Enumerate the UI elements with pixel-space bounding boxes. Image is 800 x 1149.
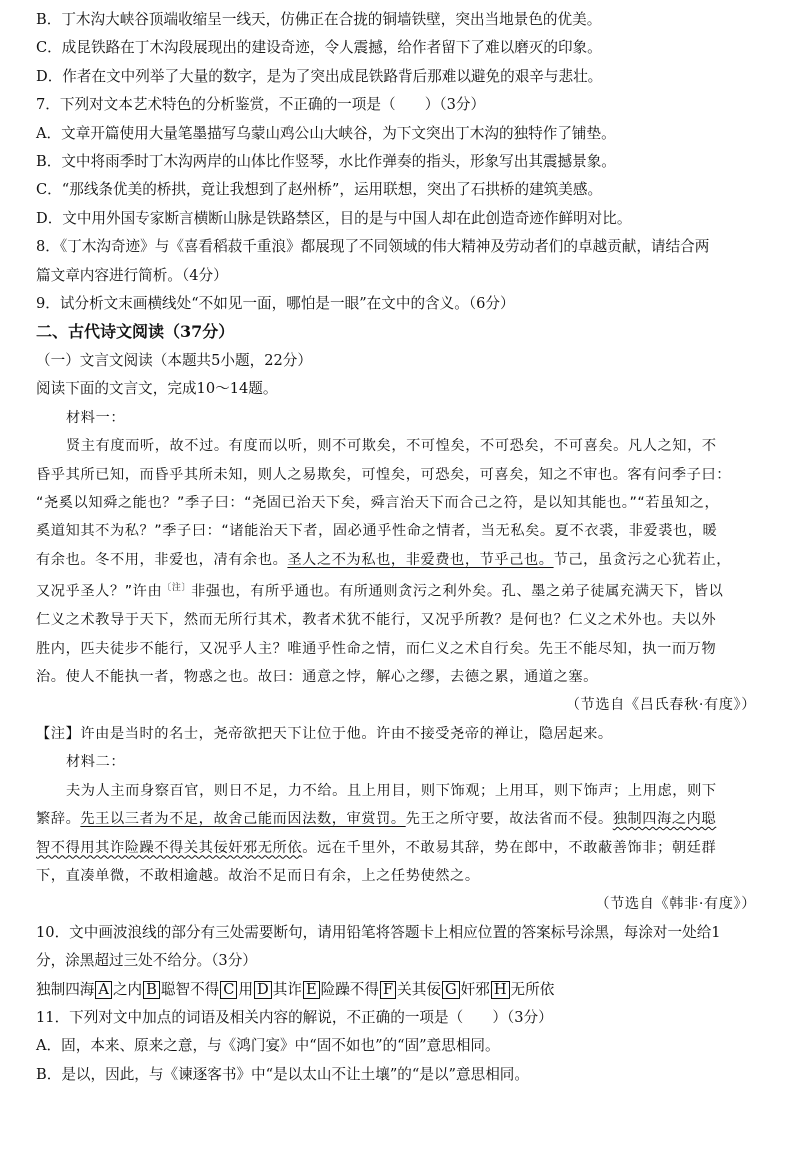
wavy-underlined-text: 智不得用其诈险躁不得关其佞奸邪无所依 <box>36 839 303 856</box>
q7-option-c[interactable]: C．“那线条优美的桥拱，竟让我想到了赵州桥”，运用联想，突出了石拱桥的建筑美感。 <box>36 181 603 199</box>
sentence-segment: 无所依 <box>510 980 555 998</box>
q11-option-b[interactable]: B．是以，因此，与《谏逐客书》中“是以太山不让土壤”的“是以”意思相同。 <box>36 1065 529 1083</box>
material1-label: 材料一： <box>66 409 126 426</box>
sentence-segment: 奸邪 <box>460 980 490 998</box>
answer-marker-c[interactable]: C <box>220 981 237 999</box>
material1-note: 【注】许由是当时的名士，尧帝欲把天下让位于他。许由不接受尧帝的禅让，隐居起来。 <box>36 725 613 742</box>
q9-stem: 9．试分析文末画横线处“不如见一面，哪怕是一眼”在文中的含义。（6分） <box>36 295 515 313</box>
q11-option-a[interactable]: A．固，本来、原来之意，与《鸿门宴》中“固不如也”的“固”意思相同。 <box>36 1037 500 1055</box>
q7-option-b[interactable]: B．文中将雨季时丁木沟两岸的山体比作竖琴，水比作弹奏的指头，形象写出其震撼景象。 <box>36 153 616 171</box>
reading-instruction: 阅读下面的文言文，完成10～14题。 <box>36 380 278 398</box>
material1-line <box>36 574 764 606</box>
q6-option-b[interactable]: B．丁木沟大峡谷顶端收缩呈一线天，仿佛正在合拢的铜墙铁壁，突出当地景色的优美。 <box>36 11 602 28</box>
text-segment: 先王之所守要，故法省而不侵。 <box>405 811 613 828</box>
q8-stem-line1: 8．《丁木沟奇迹》与《喜看稻菽千重浪》都展现了不同领域的伟大精神及劳动者们的卓越贡献，请结合两 <box>36 238 710 256</box>
section2-title: 二、古代诗文阅读（37分） <box>36 322 235 342</box>
material1-source: （节选自《吕氏春秋·有度》） <box>565 697 756 714</box>
material1-line: “尧奚以知舜之能也？”季子曰：“尧固已治天下矣，舜言治天下而合己之符，是以知其能也。”“若虽知之， <box>36 494 720 511</box>
sentence-segment: 其诈 <box>272 980 302 998</box>
q8-stem-line2: 篇文章内容进行简析。（4分） <box>36 266 228 284</box>
answer-marker-e[interactable]: E <box>303 981 320 999</box>
sentence-segment: 关其佞 <box>397 980 441 998</box>
material2-line <box>36 834 764 862</box>
footnote-marker: 〔注〕 <box>162 583 192 594</box>
q11-stem: 11．下列对文中加点的词语及相关内容的解说，不正确的一项是（ ）（3分） <box>36 1008 553 1026</box>
material2-label: 材料二： <box>66 754 126 771</box>
exam-page <box>36 6 764 1089</box>
sentence-segment: 独制四海 <box>36 980 95 998</box>
answer-marker-d[interactable]: D <box>254 981 272 999</box>
material2-line <box>36 805 764 833</box>
q10-stem-line2: 分，涂黑超过三处不给分。（3分） <box>36 952 257 970</box>
sentence-segment: 险躁不得 <box>320 980 379 998</box>
q10-sentence-with-markers <box>36 976 764 1004</box>
underlined-sentence: 圣人之不为私也，非爱费也，节乎己也。 <box>287 551 554 568</box>
sentence-segment: 之内 <box>112 980 143 998</box>
q7-option-a[interactable]: A．文章开篇使用大量笔墨描写乌蒙山鸡公山大峡谷，为下文突出丁木沟的独特作了铺垫。 <box>36 124 616 142</box>
material2-line: 下，直凑单微，不敢相逾越。故治不足而日有余，上之任势使然之。 <box>36 867 480 884</box>
text-segment: 有余也。冬不用，非爱也，凊有余也。 <box>36 551 288 568</box>
material1-line: 昏乎其所已知，而昏乎其所未知，则人之易欺矣，可惶矣，可恐矣，可喜矣，知之不审也。客有问季子曰： <box>36 466 732 483</box>
sentence-segment: 用 <box>238 980 254 998</box>
material2-line: 夫为人主而身察百官，则日不足，力不给。且上用目，则下饰观；上用耳，则下饰声；上用虑，则下 <box>66 782 717 799</box>
wavy-underlined-text: 独制四海之内聪 <box>612 811 717 828</box>
answer-marker-b[interactable]: B <box>143 981 160 999</box>
answer-marker-f[interactable]: F <box>380 981 396 999</box>
text-segment: 又况乎圣人？”许由 <box>36 583 163 600</box>
material1-line <box>36 546 764 574</box>
section2-subtitle: （一）文言文阅读（本题共5小题，22分） <box>36 351 312 369</box>
text-segment: 非强也，有所乎通也。有所通则贪污之利外矣。孔、墨之弟子徒属充满天下，皆以 <box>191 583 724 600</box>
q6-option-d[interactable]: D．作者在文中列举了大量的数字，是为了突出成昆铁路背后那难以避免的艰辛与悲壮。 <box>36 67 603 85</box>
material1-line: 胜内，匹夫徒步不能行，又况乎人主？唯通乎性命之情，而仁义之术自行矣。先王不能尽知，执一而万物 <box>36 640 717 657</box>
material1-line: 仁义之术教导于天下，然而无所行其术，教者术犹不能行，又况乎所教？是何也？仁义之术外也。夫以外 <box>36 612 717 629</box>
underlined-sentence: 先王以三者为不足，故舍己能而因法数，审赏罚。 <box>80 811 406 828</box>
answer-marker-h[interactable]: H <box>491 981 510 999</box>
q7-stem: 7．下列对文本艺术特色的分析鉴赏，不正确的一项是（ ）（3分） <box>36 96 486 114</box>
material1-line: 贤主有度而听，故不过。有度而以听，则不可欺矣，不可惶矣，不可恐矣，不可喜矣。凡人之知，不 <box>66 438 717 455</box>
material1-line: 奚道知其不为私？”季子曰：“诸能治天下者，固必通乎性命之情者，当无私矣。夏不衣裘，非爱裘也，暖 <box>36 523 718 540</box>
text-segment: 。远在千里外，不敢易其辞，势在郎中，不敢蔽善饰非；朝廷群 <box>302 839 717 856</box>
answer-marker-a[interactable]: A <box>95 981 112 999</box>
q6-option-c[interactable]: C．成昆铁路在丁木沟段展现出的建设奇迹，令人震撼，给作者留下了难以磨灭的印象。 <box>36 39 602 57</box>
q10-stem-line1: 10．文中画波浪线的部分有三处需要断句，请用铅笔将答题卡上相应位置的答案标号涂黑，每涂对一处给1 <box>36 923 721 941</box>
text-segment: 繁辞。 <box>36 811 81 828</box>
material1-line: 治。使人不能执一者，物惑之也。故曰：通意之悖，解心之缪，去德之累，通道之塞。 <box>36 669 598 686</box>
material2-source: （节选自《韩非·有度》） <box>595 896 756 913</box>
sentence-segment: 聪智不得 <box>160 980 220 998</box>
answer-marker-g[interactable]: G <box>442 981 460 999</box>
text-segment: 节己，虽贪污之心犹若止， <box>553 551 732 568</box>
q7-option-d[interactable]: D．文中用外国专家断言横断山脉是铁路禁区，目的是与中国人却在此创造奇迹作鲜明对比。 <box>36 209 632 227</box>
